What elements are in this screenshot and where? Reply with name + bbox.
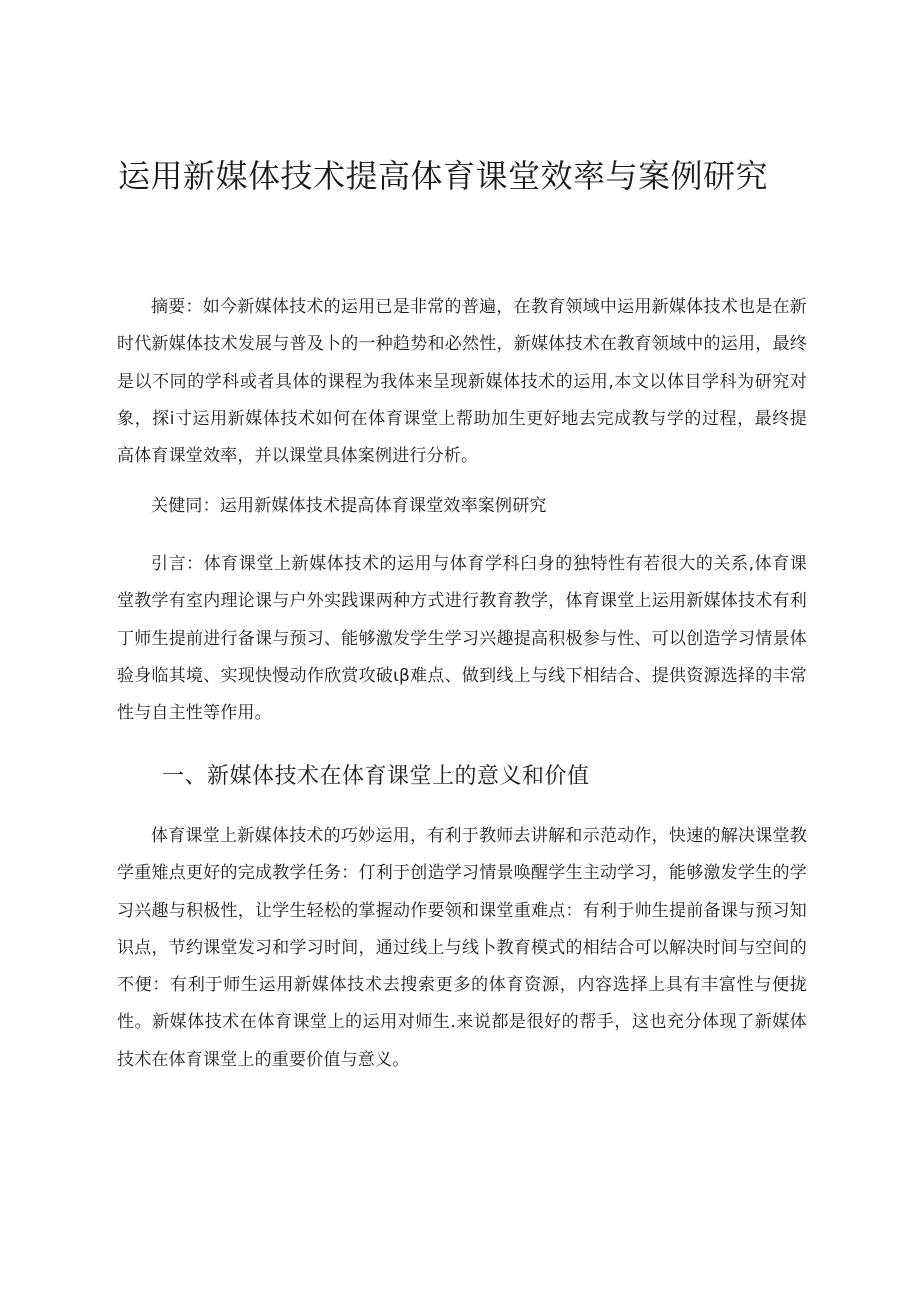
document-title: 运用新媒体技术提高体育课堂效率与案例研究 xyxy=(118,157,769,195)
abstract-paragraph: 摘要：如今新媒体技术的运用已是非常的普遍，在教育领域中运用新媒体技术也是在新时代新媒体技术发展与普及卜的一种趋势和必然性，新媒体技术在教育领域中的运用，最终是以不同的学科或者具体的课程为我体来呈现新媒体技术的运用,本文以体目学科为研究对象，探i寸运用新媒体技术如何在体育课堂上帮助加生更好地去完成教与学的过程，最终提高体育课堂效率，并以课堂具体案例进行分析。 xyxy=(117,297,807,467)
keywords-paragraph: 关健同：运用新媒体技术提高体育课堂效率案例研究 xyxy=(151,496,547,516)
section-1-heading: 一、新媒体技术在体育课堂上的意义和价值 xyxy=(162,764,590,789)
introduction-paragraph: 引言：体育课堂上新媒体技术的运用与体育学科臼身的独特性有若很大的关系,体育课堂教学有室内理论课与户外实践课两种方式进行教育教学，体育课堂上运用新媒体技术有利丁师生提前进行备课与预习、能够激发学生学习兴趣提高积极参与性、可以创造学习情景体验身临其境、实现快慢动作欣赏攻破ιβ难点、做到线上与线下相结合、提供资源选择的丰常性与自主性等作用。 xyxy=(117,554,807,724)
section-1-body: 体育课堂上新媒体技术的巧妙运用，有利于教师去讲解和示范动作，快速的解决课堂教学重雉点更好的完成教学任务：仃利于创造学习情景唤醒学生主动学习，能够激发学生的学习兴趣与积极性，让学生轻松的掌握动作要领和课堂重难点：有利于帅生提前备课与预习知识点，节约课堂发习和学习时间，通过线上与线卜教育模式的相结合可以解决时间与空间的不便：有利于师生运用新媒体技术去搜索更多的体育资源，内容选择上具有丰富性与便拢性。新媒体技术在体育课堂上的运用对师生.来说都是很好的帮手，这也充分体现了新媒体技术在体育课堂上的重要价值与意义。 xyxy=(117,826,807,1070)
